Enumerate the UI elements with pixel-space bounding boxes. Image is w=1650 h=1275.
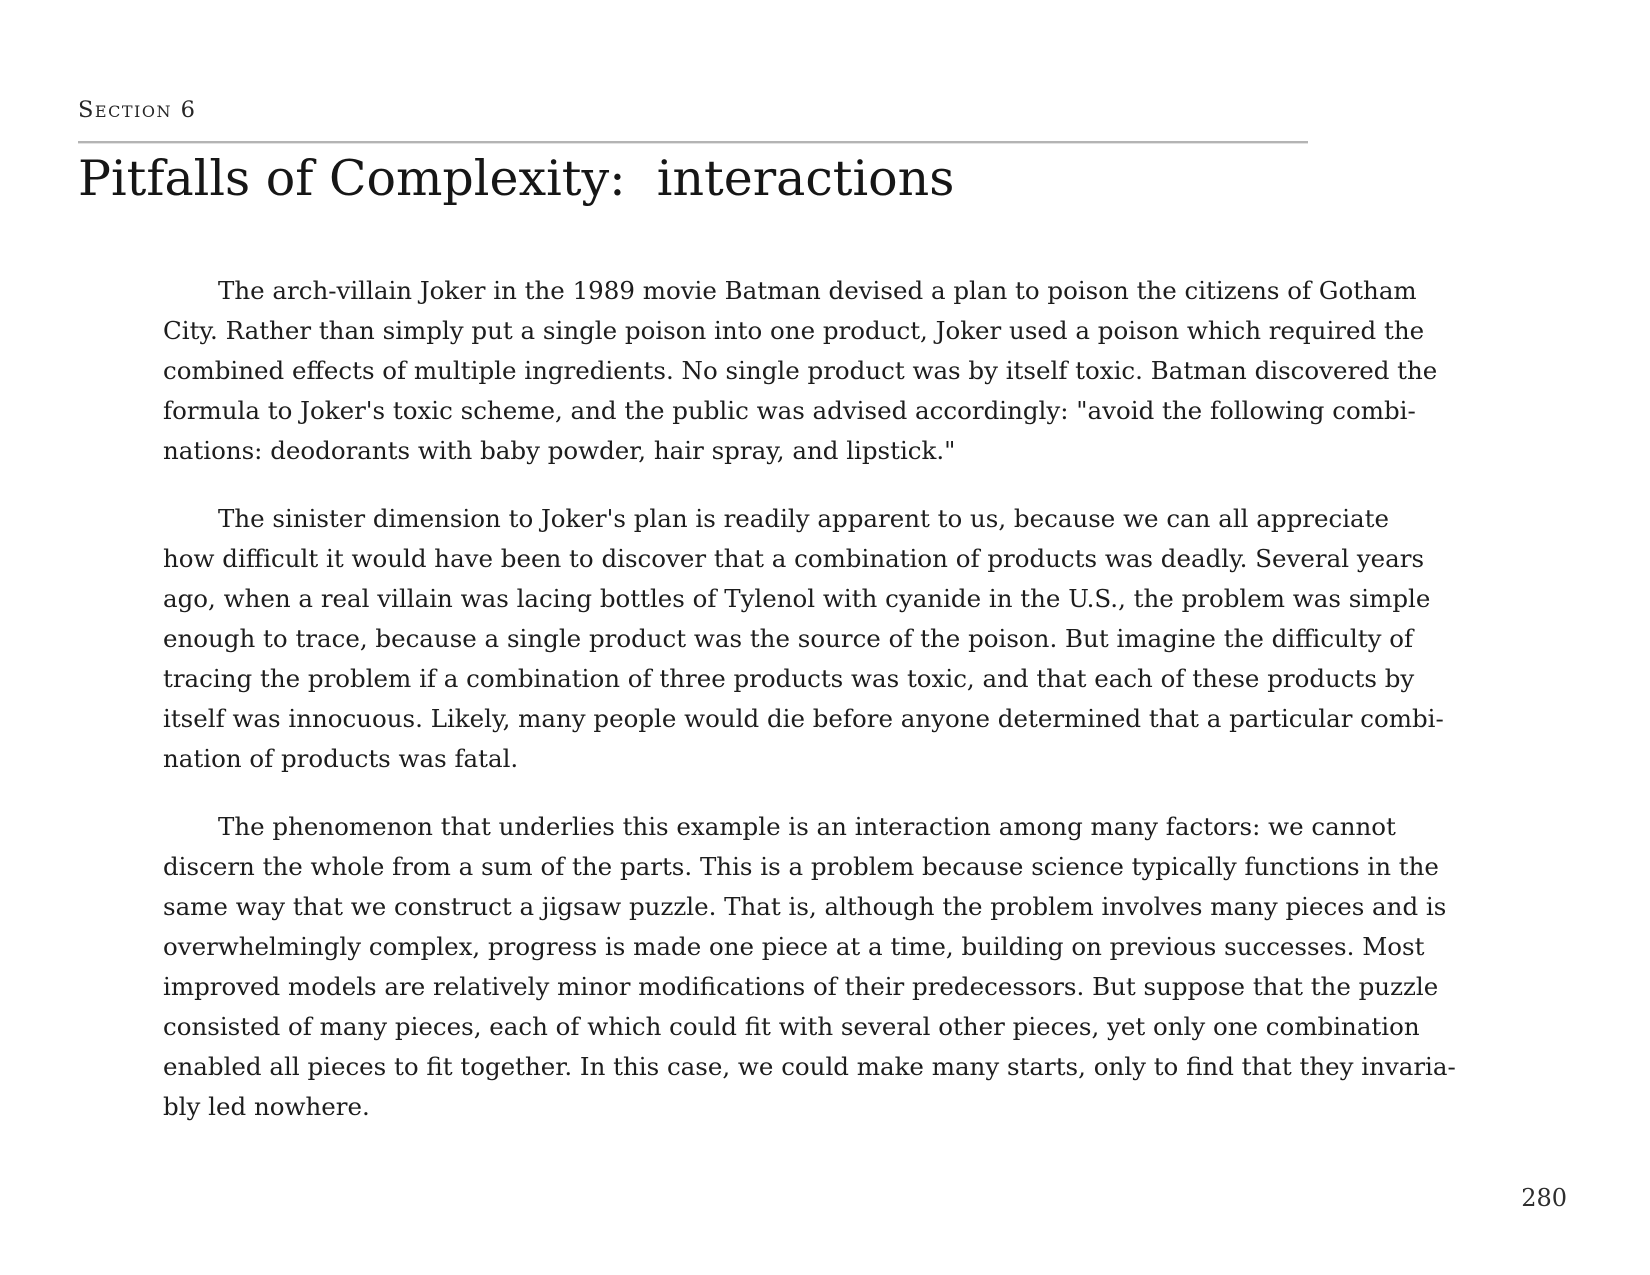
text-line: City. Rather than simply put a single poison into one product, Joker used a poison which required the	[163, 316, 1425, 345]
text-line: ago, when a real villain was lacing bottles of Tylenol with cyanide in the U.S., the problem was simple	[163, 584, 1431, 613]
section-divider	[78, 141, 1308, 144]
text-line: itself was innocuous. Likely, many people would die before anyone determined that a particular combi-	[163, 704, 1444, 733]
text-line: The arch-villain Joker in the 1989 movie Batman devised a plan to poison the citizens of Gotham	[218, 276, 1417, 305]
text-line: nation of products was fatal.	[163, 744, 519, 773]
paragraph-3	[163, 807, 1523, 1127]
section-label: Section 6	[78, 97, 197, 123]
text-line: The phenomenon that underlies this example is an interaction among many factors: we cannot	[218, 812, 1396, 841]
text-line: combined effects of multiple ingredients. No single product was by itself toxic. Batman discovered the	[163, 356, 1438, 385]
text-line: tracing the problem if a combination of three products was toxic, and that each of these products by	[163, 664, 1415, 693]
text-line: nations: deodorants with baby powder, hair spray, and lipstick."	[163, 436, 956, 465]
text-line: discern the whole from a sum of the parts. This is a problem because science typically functions in the	[163, 852, 1439, 881]
text-line: enough to trace, because a single product was the source of the poison. But imagine the difficulty of	[163, 624, 1414, 653]
body-text	[163, 271, 1523, 1127]
page-number: 280	[1521, 1184, 1567, 1212]
text-line: improved models are relatively minor modifications of their predecessors. But suppose that the puzzle	[163, 972, 1439, 1001]
text-line: consisted of many pieces, each of which could fit with several other pieces, yet only one combination	[163, 1012, 1420, 1041]
text-line: same way that we construct a jigsaw puzzle. That is, although the problem involves many pieces and is	[163, 892, 1447, 921]
text-line: enabled all pieces to fit together. In this case, we could make many starts, only to find that they invaria-	[163, 1052, 1456, 1081]
text-line: The sinister dimension to Joker's plan is readily apparent to us, because we can all appreciate	[218, 504, 1389, 533]
paragraph-1	[163, 271, 1523, 471]
text-line: overwhelmingly complex, progress is made one piece at a time, building on previous successes. Most	[163, 932, 1425, 961]
text-line: formula to Joker's toxic scheme, and the public was advised accordingly: "avoid the following combi-	[163, 396, 1416, 425]
text-line: bly led nowhere.	[163, 1092, 370, 1121]
paragraph-2	[163, 499, 1523, 779]
text-line: how difficult it would have been to discover that a combination of products was deadly. Several years	[163, 544, 1425, 573]
page-title: Pitfalls of Complexity: interactions	[78, 150, 955, 207]
